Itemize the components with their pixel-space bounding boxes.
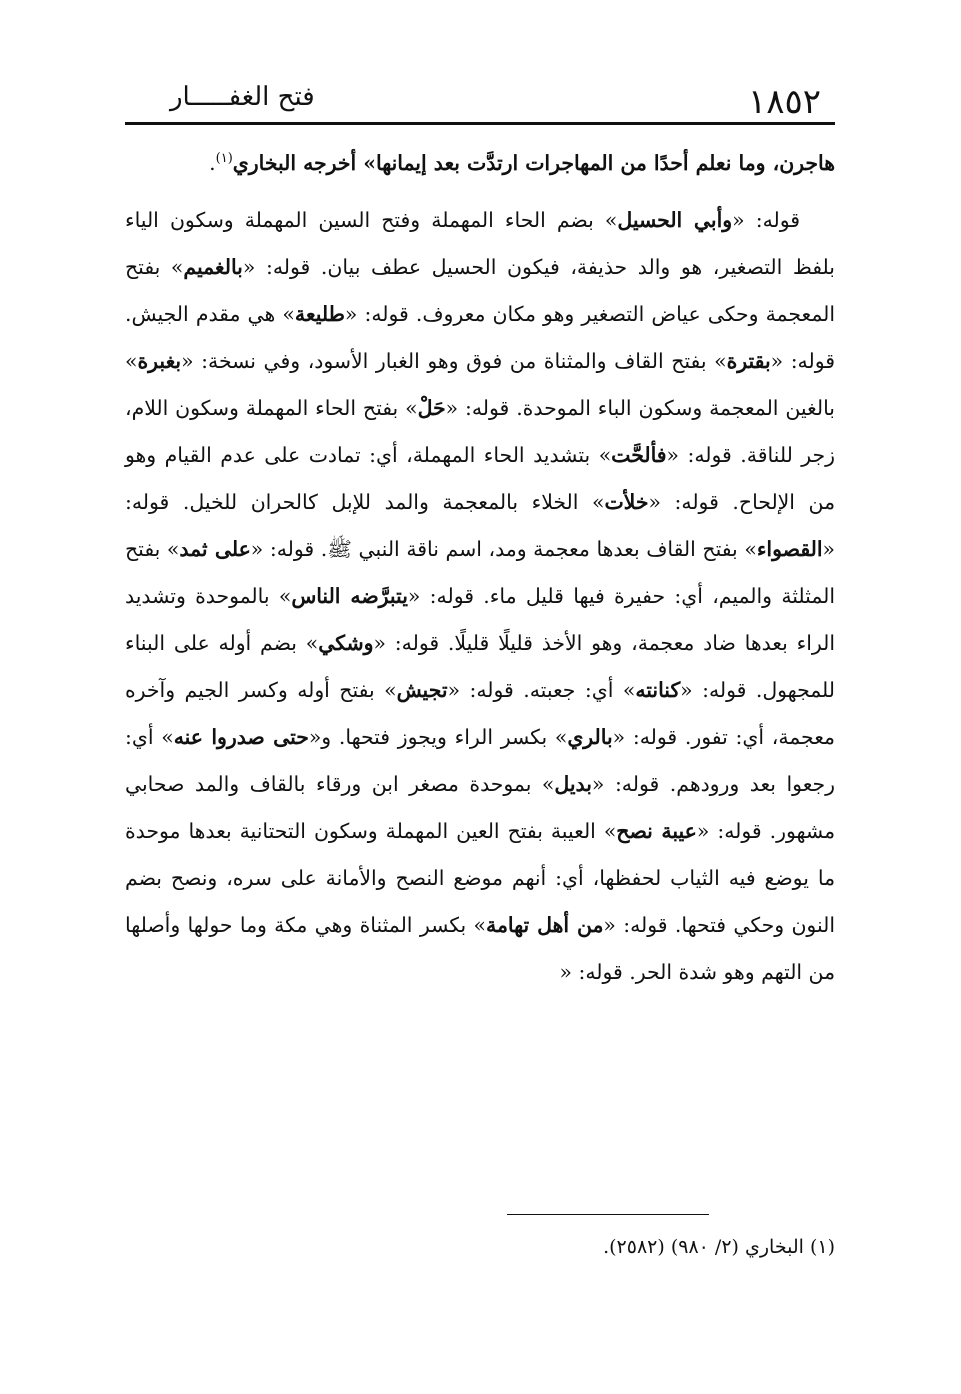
term: من أهل تهامة (486, 913, 604, 937)
term: خلأت (604, 490, 649, 514)
term: حَلْ (417, 396, 446, 420)
term: وأبي الحسيل (617, 208, 733, 232)
term: على ثمد (179, 537, 251, 561)
text-run: » بكسر المثناة وهي مكة وما حولها وأصلها من التهم وهو شدة الحر. قوله: « (125, 913, 835, 984)
text-run: » بفتح المثلثة والميم، أي: حفيرة فيها قليل ماء. قوله: « (125, 537, 835, 608)
text-run: » بفتح القاف بعدها معجمة ومد، اسم ناقة النبي ﷺ. قوله: « (250, 537, 757, 561)
term: طليعة (294, 302, 345, 326)
term: كنانته (635, 678, 681, 702)
text-run: » الخلاء بالمعجمة والمد للإبل كالحران للخيل. قوله: « (125, 490, 835, 561)
text-run: » بالموحدة وتشديد الراء بعدها ضاد معجمة، وهو الأخذ قليلًا قليلًا. قوله: « (125, 584, 835, 655)
footnote: (١) البخاري (٢/ ٩٨٠) (٢٥٨٢). (603, 1236, 835, 1258)
text-run: » أي: جعبته. قوله: « (447, 678, 636, 702)
term: فألحَّت (611, 443, 667, 467)
header-rule (125, 122, 835, 125)
term: بقترة (726, 349, 771, 373)
page-number: ١٨٥٢ (747, 82, 821, 122)
text-run: » بفتح الحاء المهملة وسكون اللام، زجر للناقة. قوله: « (125, 396, 835, 467)
term: بديل (554, 772, 592, 796)
text-run: » بفتح المعجمة وحكى عياض التصغير وهو مكان معروف. قوله: « (125, 255, 836, 326)
text-run: » بكسر الراء ويجوز فتحها. و« (308, 725, 568, 749)
sentence-end: . (209, 151, 216, 175)
quote-text: هاجرن، وما نعلم أحدًا من المهاجرات ارتدَّت بعد إيمانها» أخرجه البخاري (232, 151, 835, 175)
text-run: » بالغين المعجمة وسكون الباء الموحدة. قوله: « (125, 349, 835, 420)
text-run: قوله: « (732, 208, 800, 232)
term: حتى صدروا عنه (173, 725, 309, 749)
text-run: » بموحدة مصغر ابن ورقاء بالقاف والمد صحابي مشهور. قوله: « (125, 772, 835, 843)
term: يتبرَّضه الناس (291, 584, 408, 608)
term: بالري (567, 725, 613, 749)
term: عيبة نصح (616, 819, 697, 843)
term: بالغميم (183, 255, 243, 279)
text-run: » بضم الحاء المهملة وفتح السين المهملة وسكون الياء بلفظ التصغير، هو والد حذيفة، فيكون الحسيل عطف بيان. قوله: « (125, 208, 835, 279)
footnote-rule (507, 1214, 709, 1215)
body-text (125, 140, 835, 996)
term: القصواء (756, 537, 823, 561)
text-run: » بضم أوله على البناء للمجهول. قوله: « (125, 631, 835, 702)
running-title: فتح الغفـــــار (170, 82, 315, 112)
paragraph-1 (125, 140, 835, 187)
page-header (125, 78, 835, 124)
footnote-reference: (١) (215, 151, 233, 167)
text-run: » بتشديد الحاء المهملة، أي: تمادت على عدم القيام وهو من الإلحاح. قوله: « (125, 443, 835, 514)
term: بغبرة (137, 349, 182, 373)
text-run: » بفتح أوله وكسر الجيم وآخره معجمة، أي: تفور. قوله: « (125, 678, 835, 749)
text-run: » أي: رجعوا بعد ورودهم. قوله: « (125, 725, 835, 796)
term: تجيش (396, 678, 448, 702)
paragraph-2 (125, 197, 835, 996)
term: وشكي (318, 631, 374, 655)
text-run: » العيبة بفتح العين المهملة وسكون التحتانية بعدها موحدة ما يوضع فيه الثياب لحفظها، أي: أنهم موضع النصح والأمانة على سره، ونصح بضم النون وحكي فتحها. قوله: « (125, 819, 835, 937)
text-run: » هي مقدم الجيش. قوله: « (125, 302, 835, 373)
text-run: » بفتح القاف والمثناة من فوق وهو الغبار الأسود، وفي نسخة: « (181, 349, 727, 373)
